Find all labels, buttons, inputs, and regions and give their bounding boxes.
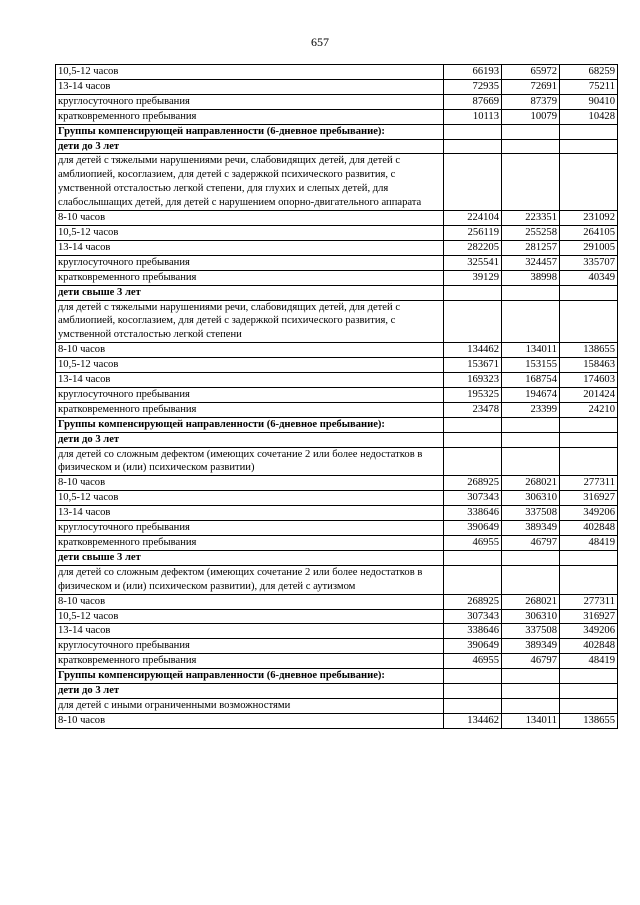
value-cell-1: 268925 [444, 594, 502, 609]
row-label: кратковременного пребывания [56, 109, 444, 124]
row-label: 13-14 часов [56, 79, 444, 94]
value-cell-2: 389349 [502, 639, 560, 654]
value-cell-1: 153671 [444, 358, 502, 373]
row-label: дети свыше 3 лет [56, 550, 444, 565]
value-cell-1: 72935 [444, 79, 502, 94]
value-cell-3 [560, 417, 618, 432]
row-label: 13-14 часов [56, 506, 444, 521]
value-cell-1 [444, 669, 502, 684]
value-cell-3: 10428 [560, 109, 618, 124]
value-cell-1 [444, 285, 502, 300]
value-cell-2: 389349 [502, 521, 560, 536]
value-cell-1: 390649 [444, 639, 502, 654]
row-label: для детей со сложным дефектом (имеющих сочетание 2 или более недостатков в физическом и (или) психическом развитии) [56, 447, 444, 476]
row-label: 10,5-12 часов [56, 225, 444, 240]
subsection-heading-row [56, 684, 618, 699]
value-cell-3: 277311 [560, 476, 618, 491]
table-body [56, 65, 618, 729]
value-cell-3 [560, 300, 618, 343]
value-cell-1: 307343 [444, 491, 502, 506]
value-cell-3: 316927 [560, 609, 618, 624]
value-cell-3 [560, 550, 618, 565]
table-row [56, 713, 618, 728]
value-cell-2 [502, 300, 560, 343]
value-cell-1: 338646 [444, 624, 502, 639]
value-cell-2 [502, 447, 560, 476]
section-heading-row [56, 669, 618, 684]
table-row [56, 476, 618, 491]
subsection-heading-row [56, 139, 618, 154]
value-cell-3: 231092 [560, 211, 618, 226]
row-label: 13-14 часов [56, 624, 444, 639]
value-cell-3 [560, 432, 618, 447]
row-label: дети свыше 3 лет [56, 285, 444, 300]
value-cell-2 [502, 139, 560, 154]
table-row [56, 536, 618, 551]
value-cell-3 [560, 447, 618, 476]
table-row [56, 609, 618, 624]
value-cell-2: 46797 [502, 536, 560, 551]
value-cell-2: 72691 [502, 79, 560, 94]
value-cell-3: 349206 [560, 506, 618, 521]
value-cell-1: 390649 [444, 521, 502, 536]
table-row [56, 225, 618, 240]
value-cell-2: 194674 [502, 387, 560, 402]
row-label: Группы компенсирующей направленности (6-дневное пребывание): [56, 417, 444, 432]
value-cell-3: 24210 [560, 402, 618, 417]
table-row [56, 94, 618, 109]
row-label: круглосуточного пребывания [56, 255, 444, 270]
value-cell-2 [502, 550, 560, 565]
row-label: дети до 3 лет [56, 432, 444, 447]
value-cell-2: 268021 [502, 476, 560, 491]
value-cell-2: 134011 [502, 713, 560, 728]
value-cell-2: 324457 [502, 255, 560, 270]
row-label: круглосуточного пребывания [56, 94, 444, 109]
value-cell-2: 306310 [502, 609, 560, 624]
table-row [56, 109, 618, 124]
value-cell-3: 158463 [560, 358, 618, 373]
table-row [56, 506, 618, 521]
page-number: 657 [311, 35, 329, 49]
value-cell-3 [560, 154, 618, 211]
value-cell-3: 48419 [560, 536, 618, 551]
value-cell-1 [444, 154, 502, 211]
section-heading-row [56, 124, 618, 139]
value-cell-3 [560, 698, 618, 713]
table-row [56, 639, 618, 654]
table-row [56, 270, 618, 285]
value-cell-2 [502, 417, 560, 432]
tariff-table [55, 64, 618, 729]
value-cell-3 [560, 669, 618, 684]
value-cell-2 [502, 684, 560, 699]
row-label: кратковременного пребывания [56, 270, 444, 285]
value-cell-3: 40349 [560, 270, 618, 285]
value-cell-3: 291005 [560, 240, 618, 255]
table-row [56, 79, 618, 94]
value-cell-1 [444, 550, 502, 565]
row-label: 8-10 часов [56, 211, 444, 226]
value-cell-1 [444, 300, 502, 343]
value-cell-2: 306310 [502, 491, 560, 506]
value-cell-3: 138655 [560, 713, 618, 728]
row-label: кратковременного пребывания [56, 402, 444, 417]
value-cell-1: 46955 [444, 654, 502, 669]
subsection-heading-row [56, 285, 618, 300]
value-cell-1: 134462 [444, 343, 502, 358]
table-row [56, 521, 618, 536]
value-cell-1: 195325 [444, 387, 502, 402]
value-cell-2 [502, 565, 560, 594]
value-cell-3: 75211 [560, 79, 618, 94]
section-heading-row [56, 417, 618, 432]
row-label: кратковременного пребывания [56, 536, 444, 551]
table-row [56, 373, 618, 388]
value-cell-3: 335707 [560, 255, 618, 270]
value-cell-1 [444, 124, 502, 139]
value-cell-2: 38998 [502, 270, 560, 285]
value-cell-2 [502, 154, 560, 211]
value-cell-3: 277311 [560, 594, 618, 609]
table-row [56, 255, 618, 270]
row-label: для детей с тяжелыми нарушениями речи, слабовидящих детей, для детей с амблиопией, косоглазием, для детей с задержкой психического развития, с умственной отсталостью легкой степени, для глухих и слепых детей, для слабослышащих детей, для детей с нарушением опорно-двигательного аппарата [56, 154, 444, 211]
row-label: 8-10 часов [56, 713, 444, 728]
row-label: Группы компенсирующей направленности (6-дневное пребывание): [56, 124, 444, 139]
value-cell-2: 223351 [502, 211, 560, 226]
value-cell-1: 307343 [444, 609, 502, 624]
value-cell-1 [444, 698, 502, 713]
value-cell-3: 48419 [560, 654, 618, 669]
table-row [56, 402, 618, 417]
row-label: 8-10 часов [56, 343, 444, 358]
row-label: 8-10 часов [56, 594, 444, 609]
value-cell-1: 338646 [444, 506, 502, 521]
value-cell-2 [502, 285, 560, 300]
value-cell-2: 10079 [502, 109, 560, 124]
value-cell-1: 325541 [444, 255, 502, 270]
value-cell-1 [444, 447, 502, 476]
value-cell-2: 23399 [502, 402, 560, 417]
value-cell-1: 134462 [444, 713, 502, 728]
value-cell-3: 90410 [560, 94, 618, 109]
row-label: 10,5-12 часов [56, 65, 444, 80]
description-row [56, 300, 618, 343]
value-cell-1 [444, 417, 502, 432]
row-label: кратковременного пребывания [56, 654, 444, 669]
value-cell-1: 87669 [444, 94, 502, 109]
value-cell-2: 46797 [502, 654, 560, 669]
value-cell-3: 174603 [560, 373, 618, 388]
row-label: для детей со сложным дефектом (имеющих сочетание 2 или более недостатков в физическом и (или) психическом развитии), для детей с аутизмом [56, 565, 444, 594]
row-label: 10,5-12 часов [56, 491, 444, 506]
description-row [56, 154, 618, 211]
row-label: дети до 3 лет [56, 684, 444, 699]
value-cell-1: 39129 [444, 270, 502, 285]
row-label: 13-14 часов [56, 373, 444, 388]
table-row [56, 358, 618, 373]
value-cell-2 [502, 432, 560, 447]
value-cell-2: 87379 [502, 94, 560, 109]
value-cell-2: 153155 [502, 358, 560, 373]
row-label: дети до 3 лет [56, 139, 444, 154]
value-cell-1 [444, 684, 502, 699]
row-label: 10,5-12 часов [56, 609, 444, 624]
table-row [56, 624, 618, 639]
value-cell-3 [560, 565, 618, 594]
value-cell-2: 255258 [502, 225, 560, 240]
row-label: для детей с иными ограниченными возможностями [56, 698, 444, 713]
value-cell-3: 138655 [560, 343, 618, 358]
value-cell-1: 224104 [444, 211, 502, 226]
value-cell-3: 402848 [560, 639, 618, 654]
table-row [56, 343, 618, 358]
row-label: Группы компенсирующей направленности (6-дневное пребывание): [56, 669, 444, 684]
value-cell-2 [502, 698, 560, 713]
value-cell-1: 23478 [444, 402, 502, 417]
value-cell-2: 134011 [502, 343, 560, 358]
table-row [56, 594, 618, 609]
value-cell-2: 281257 [502, 240, 560, 255]
row-label: 8-10 часов [56, 476, 444, 491]
value-cell-2 [502, 124, 560, 139]
value-cell-3: 349206 [560, 624, 618, 639]
value-cell-1 [444, 565, 502, 594]
table-row [56, 65, 618, 80]
value-cell-2: 168754 [502, 373, 560, 388]
value-cell-1: 66193 [444, 65, 502, 80]
value-cell-3: 316927 [560, 491, 618, 506]
description-row [56, 565, 618, 594]
row-label: 13-14 часов [56, 240, 444, 255]
value-cell-3 [560, 124, 618, 139]
value-cell-1: 169323 [444, 373, 502, 388]
value-cell-3: 68259 [560, 65, 618, 80]
description-row [56, 447, 618, 476]
table-row [56, 240, 618, 255]
value-cell-1: 256119 [444, 225, 502, 240]
value-cell-2: 65972 [502, 65, 560, 80]
row-label: круглосуточного пребывания [56, 521, 444, 536]
table-row [56, 491, 618, 506]
value-cell-2: 268021 [502, 594, 560, 609]
value-cell-3 [560, 139, 618, 154]
table-row [56, 654, 618, 669]
value-cell-1 [444, 139, 502, 154]
subsection-heading-row [56, 432, 618, 447]
value-cell-1: 282205 [444, 240, 502, 255]
value-cell-3: 264105 [560, 225, 618, 240]
subsection-heading-row [56, 550, 618, 565]
value-cell-3: 402848 [560, 521, 618, 536]
value-cell-2: 337508 [502, 506, 560, 521]
row-label: 10,5-12 часов [56, 358, 444, 373]
row-label: круглосуточного пребывания [56, 387, 444, 402]
row-label: круглосуточного пребывания [56, 639, 444, 654]
value-cell-3: 201424 [560, 387, 618, 402]
value-cell-2: 337508 [502, 624, 560, 639]
value-cell-1: 268925 [444, 476, 502, 491]
value-cell-3 [560, 285, 618, 300]
value-cell-3 [560, 684, 618, 699]
description-row [56, 698, 618, 713]
value-cell-1: 10113 [444, 109, 502, 124]
table-row [56, 387, 618, 402]
table-row [56, 211, 618, 226]
value-cell-1: 46955 [444, 536, 502, 551]
row-label: для детей с тяжелыми нарушениями речи, слабовидящих детей, для детей с амблиопией, косоглазием, для детей с задержкой психического развития, с умственной отсталостью легкой степени [56, 300, 444, 343]
value-cell-2 [502, 669, 560, 684]
value-cell-1 [444, 432, 502, 447]
